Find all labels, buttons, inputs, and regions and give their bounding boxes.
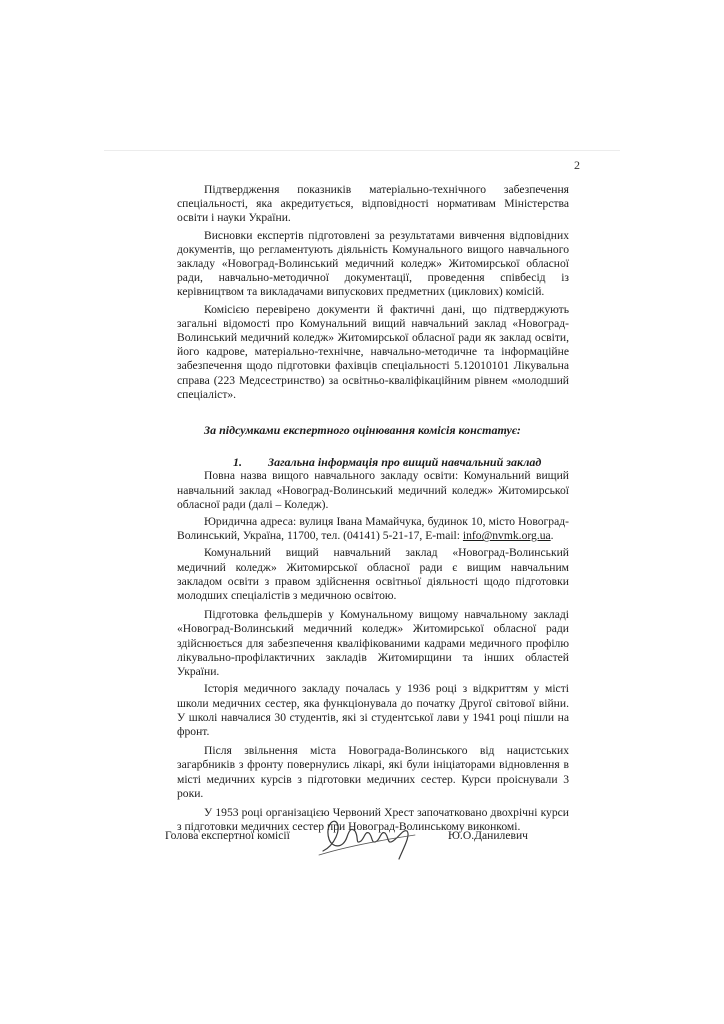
page-top-edge	[104, 150, 620, 151]
email-link[interactable]: info@nvmk.org.ua	[462, 529, 551, 543]
signature-block	[165, 823, 585, 863]
document-body	[177, 183, 569, 834]
summary-heading: За підсумками експертного оцінювання комісія констатує:	[204, 423, 521, 438]
address-paragraph	[177, 515, 569, 543]
intro-paragraph: Комісією перевірено документи й фактичні дані, що підтверджують загальні відомості про Комунальний вищий навчальний заклад «Новоград-Волинський медичний коледж» Житомирської обласної ради як заклад освіти, його кадрове, матеріально-технічне, навчально-методичне та інформаційне забезпечення щодо підготовки фахівців спеціальності 5.12010101 Лікувальна справа (223 Медсестринство) за освітньо-кваліфікаційним рівнем «молодший спеціаліст».	[177, 302, 569, 401]
training-paragraph: Підготовка фельдшерів у Комунальному вищому навчальному закладі «Новоград-Волинський медичний коледж» Житомирської обласної ради здійснюється для забезпечення кваліфікованими кадрами медичного профілю лікувально-профілактичних закладів Житомирщини та інших областей України.	[177, 608, 569, 679]
handwritten-signature	[315, 815, 425, 863]
address-end: .	[550, 529, 554, 543]
intro-paragraph: Підтвердження показників матеріально-технічного забезпечення спеціальності, яка акредитується, відповідності нормативам Міністерства освіти і науки України.	[177, 183, 569, 225]
page-number: 2	[574, 158, 580, 172]
section-number: 1.	[233, 455, 242, 470]
intro-paragraph: Висновки експертів підготовлені за результатами вивчення відповідних документів, що регламентують діяльність Комунального вищого навчального закладу «Новоград-Волинський медичний коледж» Житомирської обласної ради, навчально-методичної документації, проведення співбесід із керівництвом та викладачами випускових предметних (циклових) комісій.	[177, 228, 569, 299]
section-title-text: Загальна інформація про вищий навчальний заклад	[268, 455, 542, 470]
status-paragraph: Комунальний вищий навчальний заклад «Новоград-Волинський медичний коледж» Житомирської обласної ради є вищим навчальним закладом освіти з правом здійснення освітньої діяльності щодо підготовки молодших спеціалістів з медичною освітою.	[177, 546, 569, 603]
section-title	[177, 455, 569, 469]
liberation-paragraph: Після звільнення міста Новограда-Волинського від нацистських загарбників з фронту повернулись лікарі, які були ініціаторами відновлення в місті медичних курсів з підготовки медичних сестер. Курси проіснували 3 роки.	[177, 744, 569, 800]
full-name-paragraph: Повна назва вищого навчального закладу освіти: Комунальний вищий навчальний заклад «Новоград-Волинський медичний коледж» Житомирської обласної ради (далі – Коледж).	[177, 469, 569, 511]
signature-label: Голова експертної комісії	[165, 829, 290, 842]
history-paragraph: Історія медичного закладу почалась у 1936 році з відкриттям у місті школи медичних сестер, яка функціонувала до початку Другої світової війни. У школі навчалися 30 студентів, які зі студентської лави у 1941 році пішли на фронт.	[177, 682, 569, 738]
signatory-name: Ю.О.Данилевич	[448, 829, 528, 842]
red-cross-paragraph: У 1953 році організацією Червоний Хрест започатковано двохрічні курси з підготовки медичних сестер при Новоград-Волинському виконкомі.	[177, 805, 569, 834]
address-text: Юридична адреса: вулиця Івана Мамайчука, будинок 10, місто Новоград-Волинський, Україна, 11700, тел. (04141) 5-21-17, E-mail:	[177, 515, 569, 543]
